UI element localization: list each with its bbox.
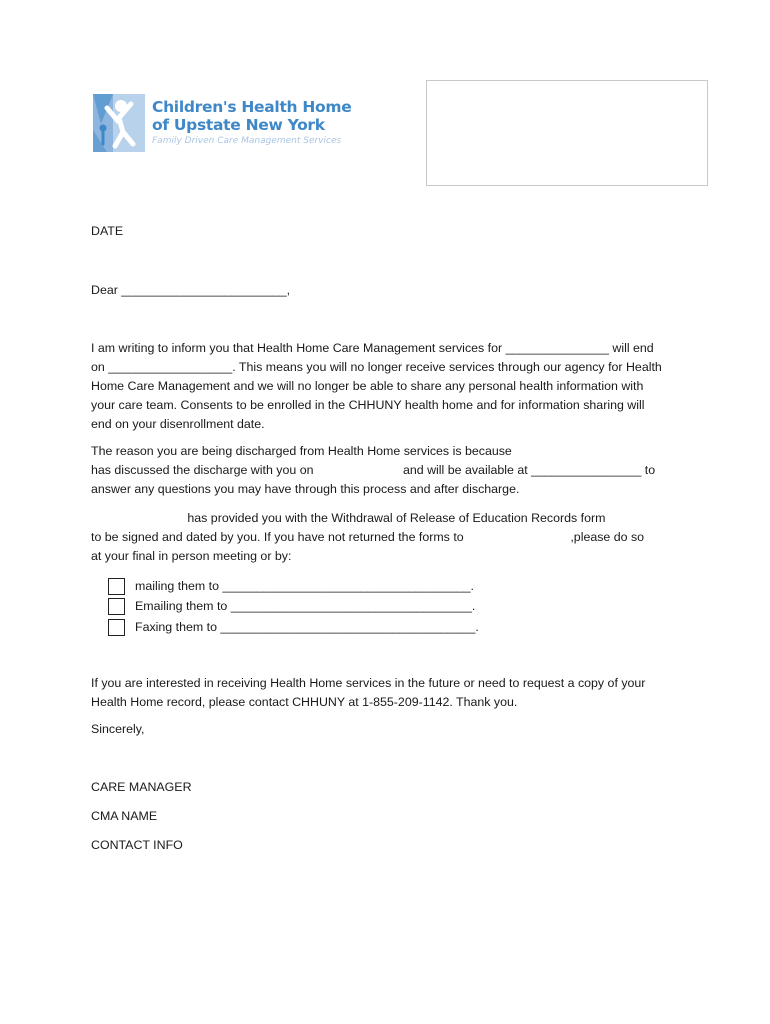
option-email — [108, 597, 475, 615]
paragraph-withdrawal — [91, 509, 676, 566]
option-label-email: Emailing them to ___________________________________. — [135, 599, 476, 613]
paragraph-line: If you are interested in receiving Health Home services in the future or need to request a copy of your — [91, 676, 646, 690]
paragraph-reason — [91, 442, 676, 499]
option-label-fax: Faxing them to _____________________________________. — [135, 620, 479, 634]
paragraph-contact — [91, 674, 676, 712]
logo-tagline: Family Driven Care Management Services — [152, 136, 342, 146]
contact-info-label: CONTACT INFO — [91, 838, 183, 852]
paragraph-line: end on your disenrollment date. — [91, 417, 265, 431]
email-checkbox[interactable] — [108, 598, 125, 615]
option-fax — [108, 618, 479, 636]
paragraph-line: on __________________. This means you will no longer receive services through our agency for Health — [91, 360, 662, 374]
paragraph-line: at your final in person meeting or by: — [91, 549, 292, 563]
logo-title-line2: of Upstate New York — [152, 116, 325, 134]
mail-checkbox[interactable] — [108, 578, 125, 595]
paragraph-line: Health Home record, please contact CHHUNY at 1-855-209-1142. Thank you. — [91, 695, 518, 709]
fax-checkbox[interactable] — [108, 619, 125, 636]
paragraph-notice — [91, 339, 676, 434]
paragraph-line: I am writing to inform you that Health Home Care Management services for _______________ will end — [91, 341, 654, 355]
paragraph-line: has discussed the discharge with you on and will be available at ________________ to — [91, 463, 656, 477]
address-box — [426, 80, 708, 186]
option-label-mail: mailing them to ____________________________________. — [135, 579, 474, 593]
paragraph-line: The reason you are being discharged from Health Home services is because — [91, 444, 512, 458]
date-label: DATE — [91, 224, 124, 238]
care-manager-label: CARE MANAGER — [91, 780, 192, 794]
paragraph-line: has provided you with the Withdrawal of Release of Education Records form — [91, 511, 606, 525]
family-figure-icon — [93, 94, 145, 152]
paragraph-line: your care team. Consents to be enrolled in the CHHUNY health home and for information sharing will — [91, 398, 645, 412]
salutation: Dear ________________________, — [91, 283, 291, 297]
logo-title-line1: Children's Health Home — [152, 98, 352, 116]
closing: Sincerely, — [91, 722, 145, 736]
paragraph-line: to be signed and dated by you. If you have not returned the forms to ,please do so — [91, 530, 645, 544]
paragraph-line: answer any questions you may have through this process and after discharge. — [91, 482, 520, 496]
paragraph-line: Home Care Management and we will no longer be able to share any personal health information with — [91, 379, 644, 393]
cma-name-label: CMA NAME — [91, 809, 158, 823]
chhuny-logo — [93, 94, 352, 156]
option-mail — [108, 577, 474, 595]
